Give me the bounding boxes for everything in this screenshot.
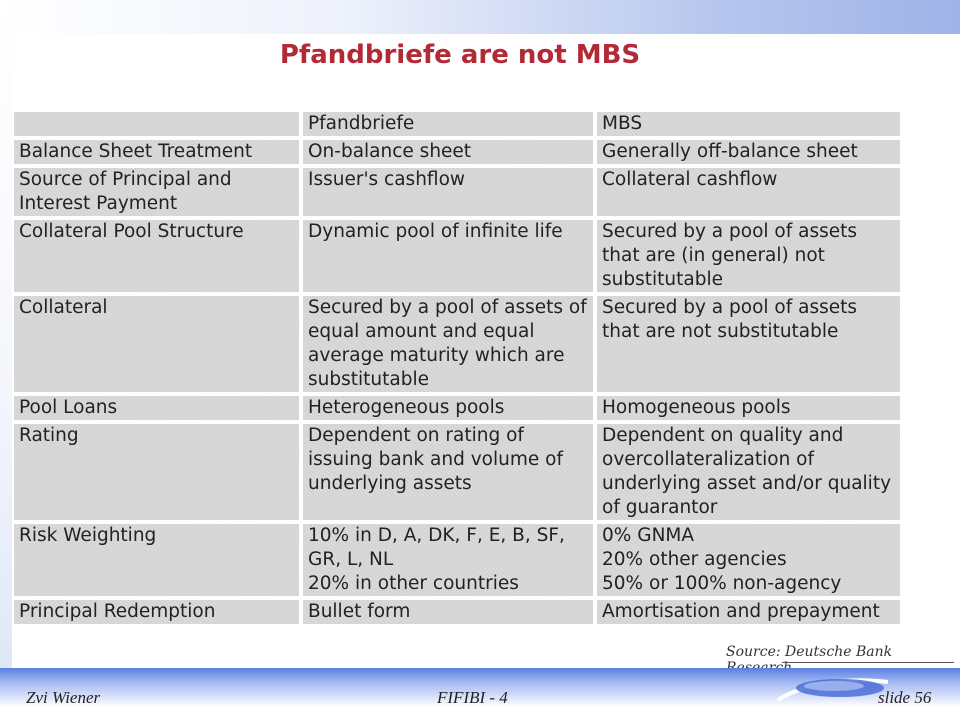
table-row bbox=[14, 424, 900, 520]
row-label: Collateral Pool Structure bbox=[14, 220, 299, 292]
mbs-cell: Homogeneous pools bbox=[593, 396, 900, 420]
pfandbriefe-cell: 10% in D, A, DK, F, E, B, SF, GR, L, NL 20% in other countries bbox=[299, 524, 593, 596]
footer-course: FIFIBI - 4 bbox=[437, 688, 508, 707]
table-header-row bbox=[14, 112, 900, 136]
table-row bbox=[14, 140, 900, 164]
mbs-cell: 0% GNMA 20% other agencies 50% or 100% non-agency bbox=[593, 524, 900, 596]
top-gradient-band bbox=[0, 0, 960, 34]
row-label: Risk Weighting bbox=[14, 524, 299, 596]
pfandbriefe-cell: Bullet form bbox=[299, 600, 593, 624]
source-note: Source: Deutsche Bank bbox=[726, 644, 893, 660]
header-cell-mbs: MBS bbox=[593, 112, 900, 136]
row-label: Principal Redemption bbox=[14, 600, 299, 624]
row-label: Balance Sheet Treatment bbox=[14, 140, 299, 164]
left-gradient-band bbox=[0, 0, 12, 668]
pfandbriefe-cell: Secured by a pool of assets of equal amount and equal average maturity which are substitutable bbox=[299, 296, 593, 392]
pfandbriefe-cell: Issuer's cashflow bbox=[299, 168, 593, 216]
swoosh-logo-icon bbox=[770, 656, 890, 702]
table-row bbox=[14, 296, 900, 392]
table-row bbox=[14, 220, 900, 292]
header-cell-pfandbriefe: Pfandbriefe bbox=[299, 112, 593, 136]
comparison-table bbox=[14, 108, 900, 628]
row-label: Source of Principal and Interest Payment bbox=[14, 168, 299, 216]
footer-author: Zvi Wiener bbox=[26, 688, 101, 707]
table-row bbox=[14, 396, 900, 420]
slide-title: Pfandbriefe are not MBS bbox=[279, 40, 641, 70]
mbs-cell: Generally off-balance sheet bbox=[593, 140, 900, 164]
pfandbriefe-cell: Heterogeneous pools bbox=[299, 396, 593, 420]
footer-slide-number: slide 56 bbox=[878, 688, 932, 707]
table-row bbox=[14, 168, 900, 216]
pfandbriefe-cell: On-balance sheet bbox=[299, 140, 593, 164]
mbs-cell: Secured by a pool of assets that are not substitutable bbox=[593, 296, 900, 392]
row-label: Rating bbox=[14, 424, 299, 520]
pfandbriefe-cell: Dynamic pool of infinite life bbox=[299, 220, 593, 292]
row-label: Pool Loans bbox=[14, 396, 299, 420]
table-row bbox=[14, 600, 900, 624]
table-row bbox=[14, 524, 900, 596]
pfandbriefe-cell: Dependent on rating of issuing bank and volume of underlying assets bbox=[299, 424, 593, 520]
mbs-cell: Collateral cashflow bbox=[593, 168, 900, 216]
header-cell-empty bbox=[14, 112, 299, 136]
row-label: Collateral bbox=[14, 296, 299, 392]
mbs-cell: Dependent on quality and overcollateralization of underlying asset and/or quality of guarantor bbox=[593, 424, 900, 520]
mbs-cell: Secured by a pool of assets that are (in general) not substitutable bbox=[593, 220, 900, 292]
mbs-cell: Amortisation and prepayment bbox=[593, 600, 900, 624]
